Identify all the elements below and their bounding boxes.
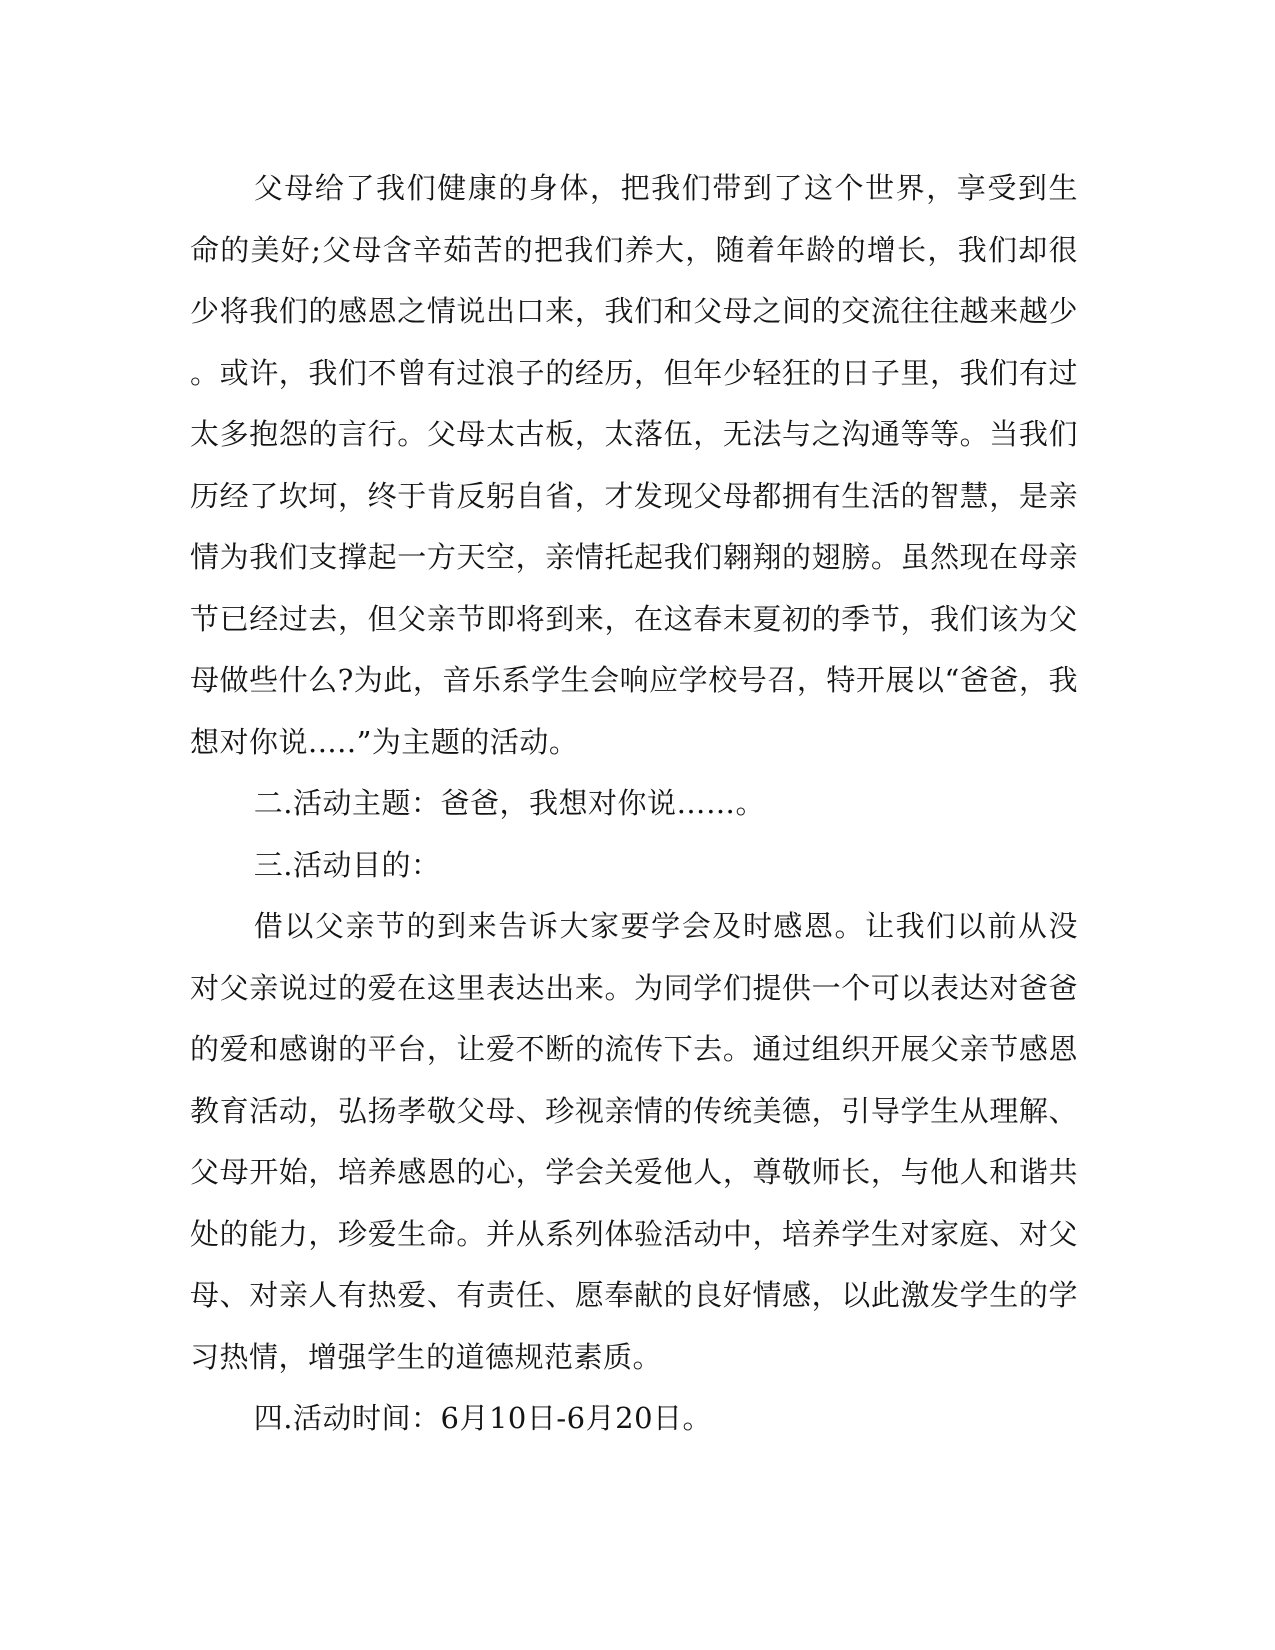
purpose-paragraph: 借以父亲节的到来告诉大家要学会及时感恩。让我们以前从没对父亲说过的爱在这里表达出来。为同学们提供一个可以表达对爸爸的爱和感谢的平台，让爱不断的流传下去。通过组织开展父亲节感恩教育活动，弘扬孝敬父母、珍视亲情的传统美德，引导学生从理解、父母开始，培养感恩的心，学会关爱他人，尊敬师长，与他人和谐共处的能力，珍爱生命。并从系列体验活动中，培养学生对家庭、对父母、对亲人有热爱、有责任、愿奉献的良好情感，以此激发学生的学习热情，增强学生的道德规范素质。 xyxy=(190,909,1078,1374)
intro-paragraph: 父母给了我们健康的身体，把我们带到了这个世界，享受到生命的美好;父母含辛茹苦的把我们养大，随着年龄的增长，我们却很少将我们的感恩之情说出口来，我们和父母之间的交流往往越来越少。或许，我们不曾有过浪子的经历，但年少轻狂的日子里，我们有过太多抱怨的言行。父母太古板，太落伍，无法与之沟通等等。当我们历经了坎坷，终于肯反躬自省，才发现父母都拥有生活的智慧，是亲情为我们支撑起一方天空，亲情托起我们翱翔的翅膀。虽然现在母亲节已经过去，但父亲节即将到来，在这春末夏初的季节，我们该为父母做些什么?为此，音乐系学生会响应学校号召，特开展以“爸爸，我想对你说.....”为主题的活动。 xyxy=(190,171,1078,759)
document-body xyxy=(190,158,1078,1450)
section-time: 四.活动时间：6月10日-6月20日。 xyxy=(253,1401,713,1435)
section-purpose-heading: 三.活动目的： xyxy=(253,847,441,882)
section-theme: 二.活动主题：爸爸，我想对你说……。 xyxy=(253,786,766,820)
